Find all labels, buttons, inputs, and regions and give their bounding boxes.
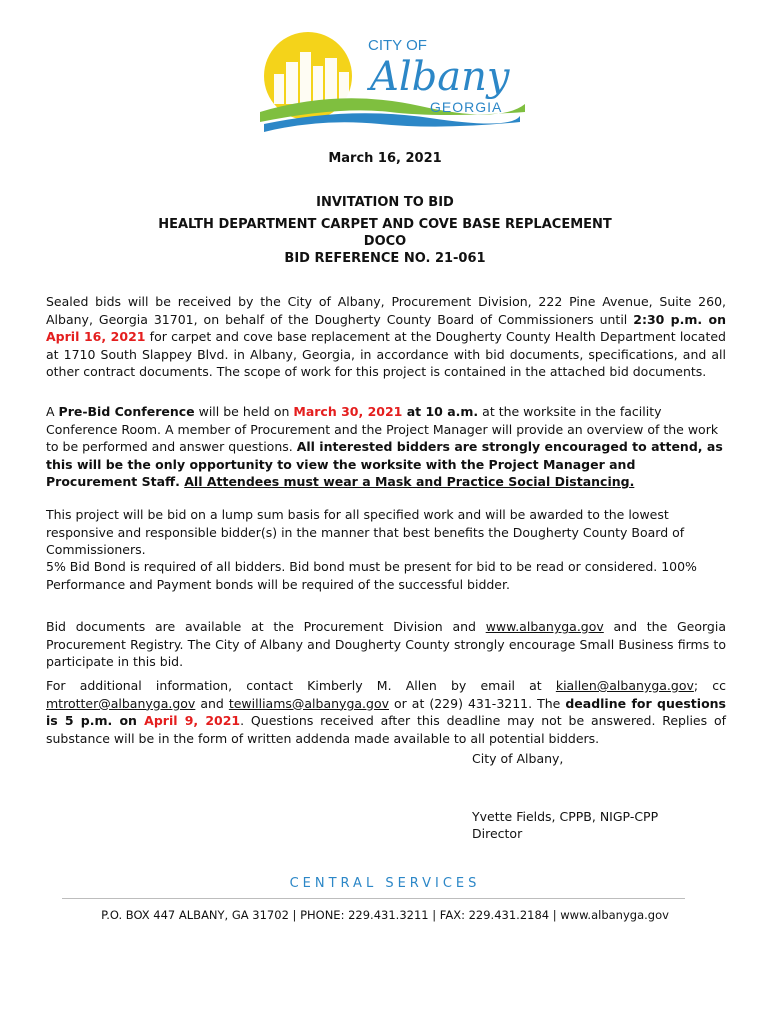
city-of-albany-logo — [250, 26, 530, 138]
paragraph-bid-bond: 5% Bid Bond is required of all bidders. Bid bond must be present for bid to be read or considered. 100% Performance and Payment bonds will be required of the successful bidder. — [46, 559, 697, 592]
title-doco: DOCO — [363, 234, 407, 249]
paragraph-pre-bid: A Pre-Bid Conference will be held on March 30, 2021 at 10 a.m. at the worksite in the facility Conference Room. A member of Procurement and the Project Manager will provide an overview of the work to be performed and answer questions. All interested bidders are strongly encouraged to attend, as this will be the only opportunity to view the worksite with the Project Manager and Procurement Staff. All Attendees must wear a Mask and Practice Social Distancing. — [46, 404, 723, 489]
closing-city: City of Albany, — [472, 751, 564, 766]
central-services-heading: CENTRAL SERVICES — [289, 876, 481, 891]
title-bid-reference: BID REFERENCE NO. 21-061 — [284, 251, 486, 266]
signer-name: Yvette Fields, CPPB, NIGP-CPP — [472, 809, 659, 824]
paragraph-lump-sum: This project will be bid on a lump sum basis for all specified work and will be awarded to the lowest responsive and responsible bidder(s) in the manner that best benefits the Dougherty County Board of Commissioners. — [46, 507, 685, 557]
bid-title-block — [0, 194, 770, 267]
footer-divider — [62, 898, 685, 899]
logo-albany: Albany — [370, 54, 510, 100]
website-link[interactable]: www.albanyga.gov — [485, 619, 604, 634]
email-link-mtrotter[interactable]: mtrotter@albanyga.gov — [46, 695, 196, 711]
email-link-kiallen[interactable]: kiallen@albanyga.gov — [555, 678, 694, 693]
logo-city-of: CITY OF — [368, 37, 427, 54]
paragraph-bid-documents: Bid documents are available at the Procurement Division and www.albanyga.gov and the Georgia Procurement Registry. The City of Albany and Dougherty County strongly encourage Small Business firms to participate in this bid. — [46, 619, 726, 669]
signer-title: Director — [472, 826, 523, 841]
footer-contact-info: P.O. BOX 447 ALBANY, GA 31702 | PHONE: 229.431.3211 | FAX: 229.431.2184 | www.albanyga.gov — [101, 908, 669, 922]
title-invitation: INVITATION TO BID — [316, 195, 454, 210]
email-link-tewilliams[interactable]: tewilliams@albanyga.gov — [228, 695, 389, 711]
logo-georgia: GEORGIA — [430, 99, 503, 115]
paragraph-contact: For additional information, contact Kimberly M. Allen by email at kiallen@albanyga.gov; cc mtrotter@albanyga.gov and tewilliams@albanyga.gov or at (229) 431-3211. The deadline for questions is 5 p.m. on April 9, 2021. Questions received after this deadline may not be answered. Replies of substance will be in the form of written addenda made available to all potential bidders. — [46, 678, 727, 746]
letter-date: March 16, 2021 — [328, 151, 442, 166]
paragraph-sealed-bids: Sealed bids will be received by the City of Albany, Procurement Division, 222 Pine Avenue, Suite 260, Albany, Georgia 31701, on behalf of the Dougherty County Board of Commissioners until 2:30 p.m. on April 16, 2021 for carpet and cove base replacement at the Dougherty County Health Department located at 1710 South Slappey Blvd. in Albany, Georgia, in accordance with bid documents, specifications, and all other contract documents. The scope of work for this project is contained in the attached bid documents. — [46, 294, 726, 379]
title-project: HEALTH DEPARTMENT CARPET AND COVE BASE REPLACEMENT — [158, 217, 612, 232]
